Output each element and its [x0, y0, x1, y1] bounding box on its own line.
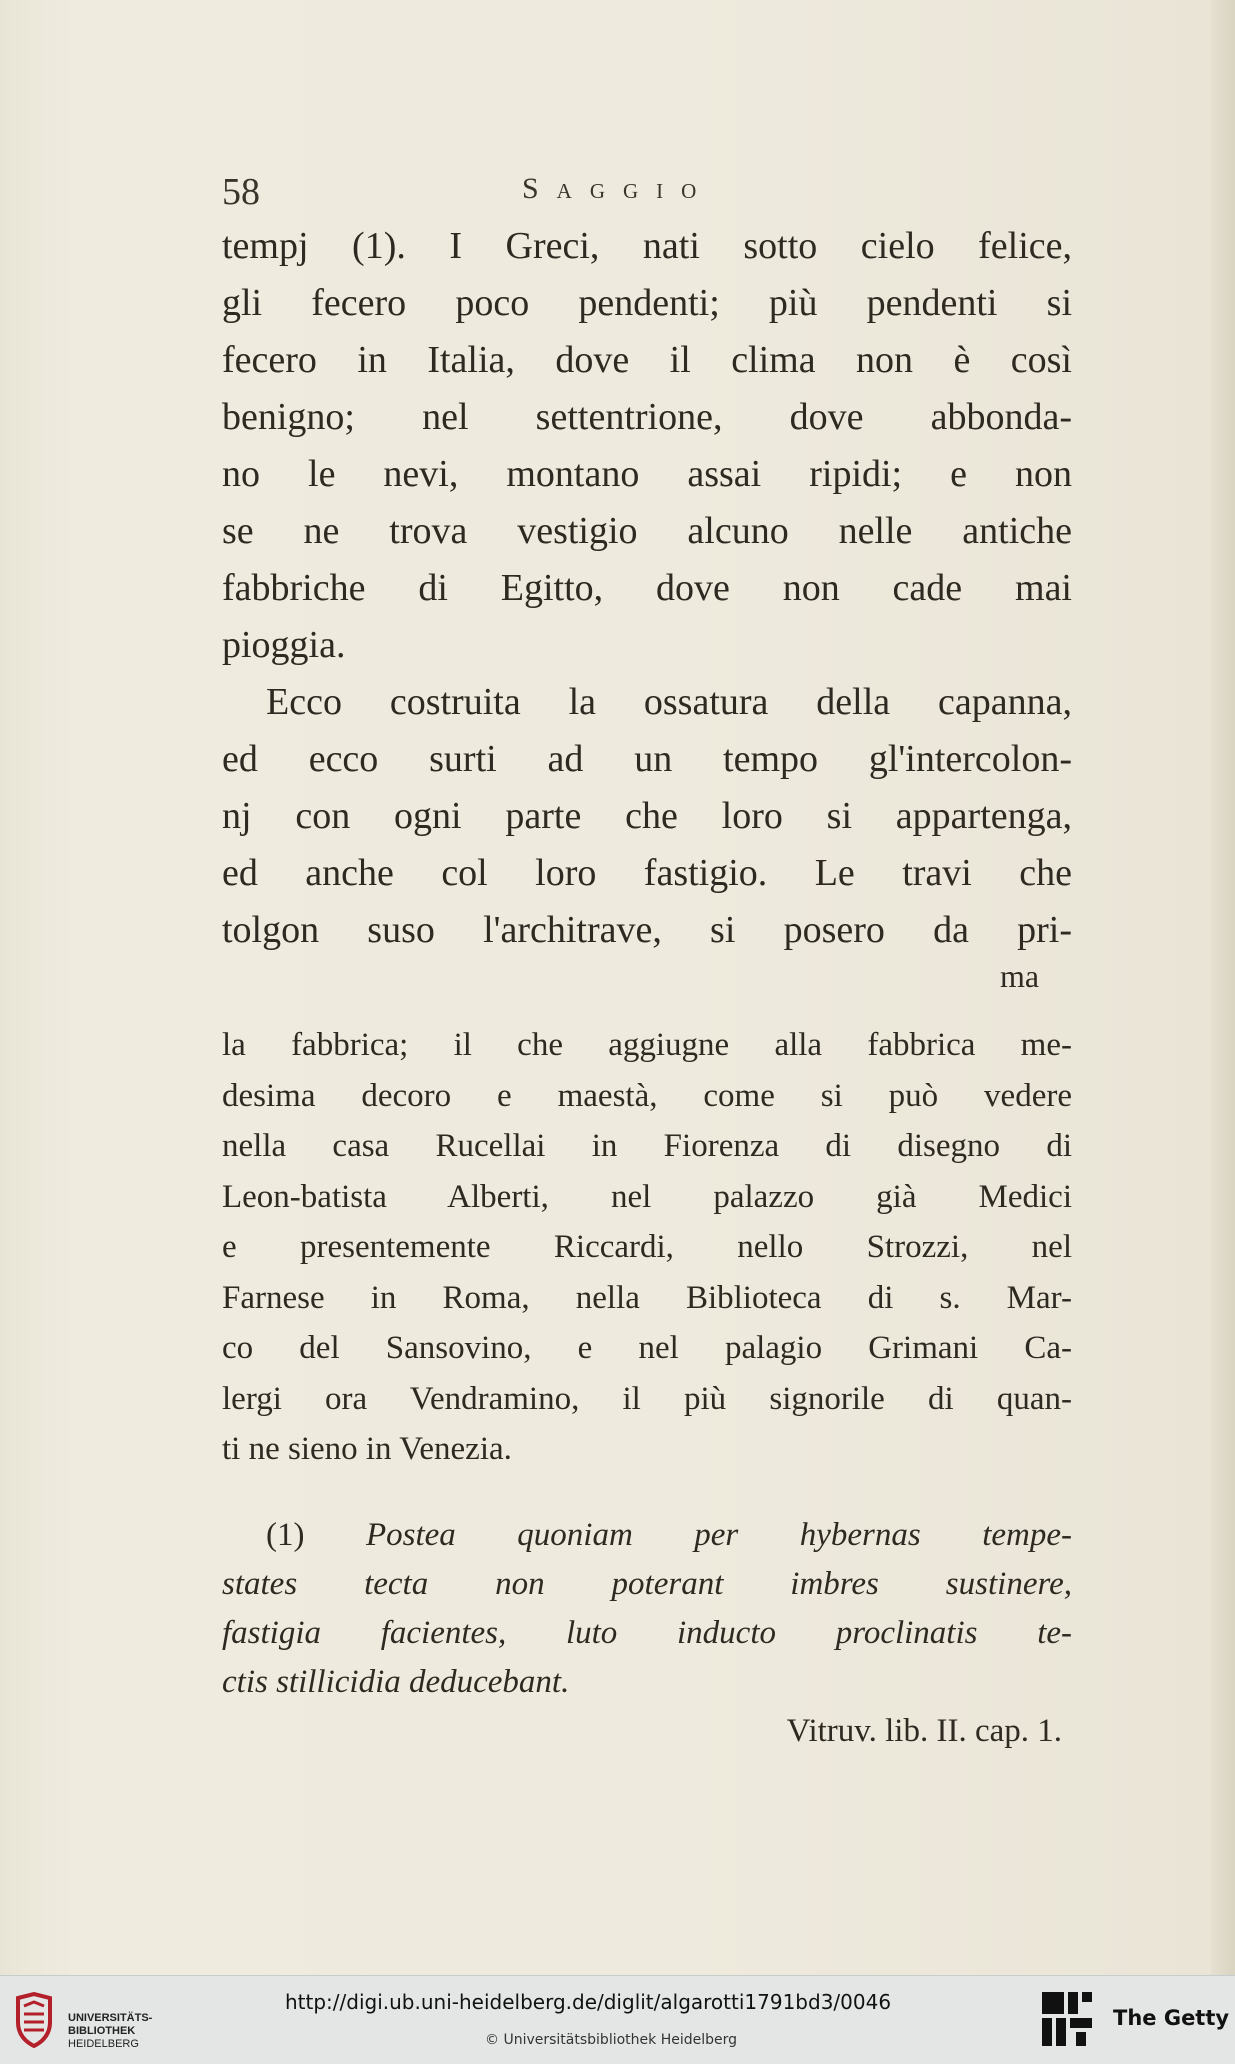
logo-line: UNIVERSITÄTS-: [68, 2012, 153, 2024]
getty-logo[interactable]: [1040, 1990, 1094, 2050]
footnote: [222, 1511, 1072, 1756]
text-line: pioggia.: [222, 624, 346, 666]
footnote-line: [222, 1511, 1072, 1560]
footnote-text: Postea quoniam per hybernas tempe-: [365, 1517, 1073, 1553]
text-line: benigno; nel settentrione, dove abbonda-: [222, 396, 1072, 438]
main-text-block-2: [222, 1020, 1072, 1475]
text-line: la fabbrica; il che aggiugne alla fabbrica me-: [222, 1027, 1072, 1063]
getty-label: The Getty: [1113, 2006, 1230, 2030]
text-line: Leon-batista Alberti, nel palazzo già Medici: [222, 1178, 1072, 1215]
text-line: nj con ogni parte che loro si appartenga,: [222, 795, 1072, 837]
text-line: lergi ora Vendramino, il più signorile di quan-: [222, 1380, 1072, 1417]
text-line: se ne trova vestigio alcuno nelle antiche: [222, 510, 1072, 552]
footnote-line: states tecta non poterant imbres sustinere,: [222, 1566, 1072, 1602]
footnote-mark: (1): [266, 1517, 305, 1553]
permalink-url[interactable]: http://digi.ub.uni-heidelberg.de/diglit/algarotti1791bd3/0046: [285, 1990, 892, 2014]
paragraph-start-line: Ecco costruita la ossatura della capanna,: [266, 681, 1072, 723]
page-header: [222, 170, 1082, 220]
text-line: nella casa Rucellai in Fiorenza di disegno di: [222, 1128, 1072, 1164]
running-head: Saggio: [522, 172, 715, 205]
footnote-line: fastigia facientes, luto inducto proclinatis te-: [222, 1615, 1072, 1651]
text-line: tolgon suso l'architrave, si posero da pri-: [222, 909, 1072, 951]
main-text-block-1: [222, 218, 1072, 959]
getty-logo-icon: [1040, 1990, 1094, 2050]
text-line: no le nevi, montano assai ripidi; e non: [222, 453, 1072, 495]
text-line: ti ne sieno in Venezia.: [222, 1431, 512, 1467]
university-library-logo[interactable]: [12, 1992, 162, 2050]
text-line: fabbriche di Egitto, dove non cade mai: [222, 567, 1072, 609]
text-line: ed ecco surti ad un tempo gl'intercolon-: [222, 738, 1072, 780]
text-line: Farnese in Roma, nella Biblioteca di s. Mar-: [222, 1279, 1072, 1316]
footnote-citation: Vitruv. lib. II. cap. 1.: [786, 1713, 1062, 1749]
text-line: desima decoro e maestà, come si può vedere: [222, 1077, 1072, 1114]
footnote-line: ctis stillicidia deducebant.: [222, 1664, 570, 1700]
logo-line: HEIDELBERG: [68, 2038, 139, 2050]
copyright-notice: © Universitätsbibliothek Heidelberg: [485, 2032, 738, 2048]
catchword: ma: [1000, 958, 1040, 994]
text-line: gli fecero poco pendenti; più pendenti si: [222, 282, 1072, 324]
text-line: fecero in Italia, dove il clima non è così: [222, 339, 1072, 381]
university-library-logo-text: [68, 2012, 152, 2051]
digitization-footer: [0, 1975, 1235, 2064]
text-line: tempj (1). I Greci, nati sotto cielo felice,: [222, 225, 1072, 267]
university-library-logo-icon: [12, 1992, 56, 2048]
text-line: co del Sansovino, e nel palagio Grimani Ca-: [222, 1330, 1072, 1366]
page-number: 58: [222, 171, 260, 213]
page-edge-shadow: [1211, 0, 1235, 1975]
text-line: e presentemente Riccardi, nello Strozzi, nel: [222, 1229, 1072, 1265]
text-line: ed anche col loro fastigio. Le travi che: [222, 852, 1072, 894]
logo-line: BIBLIOTHEK: [68, 2025, 136, 2037]
